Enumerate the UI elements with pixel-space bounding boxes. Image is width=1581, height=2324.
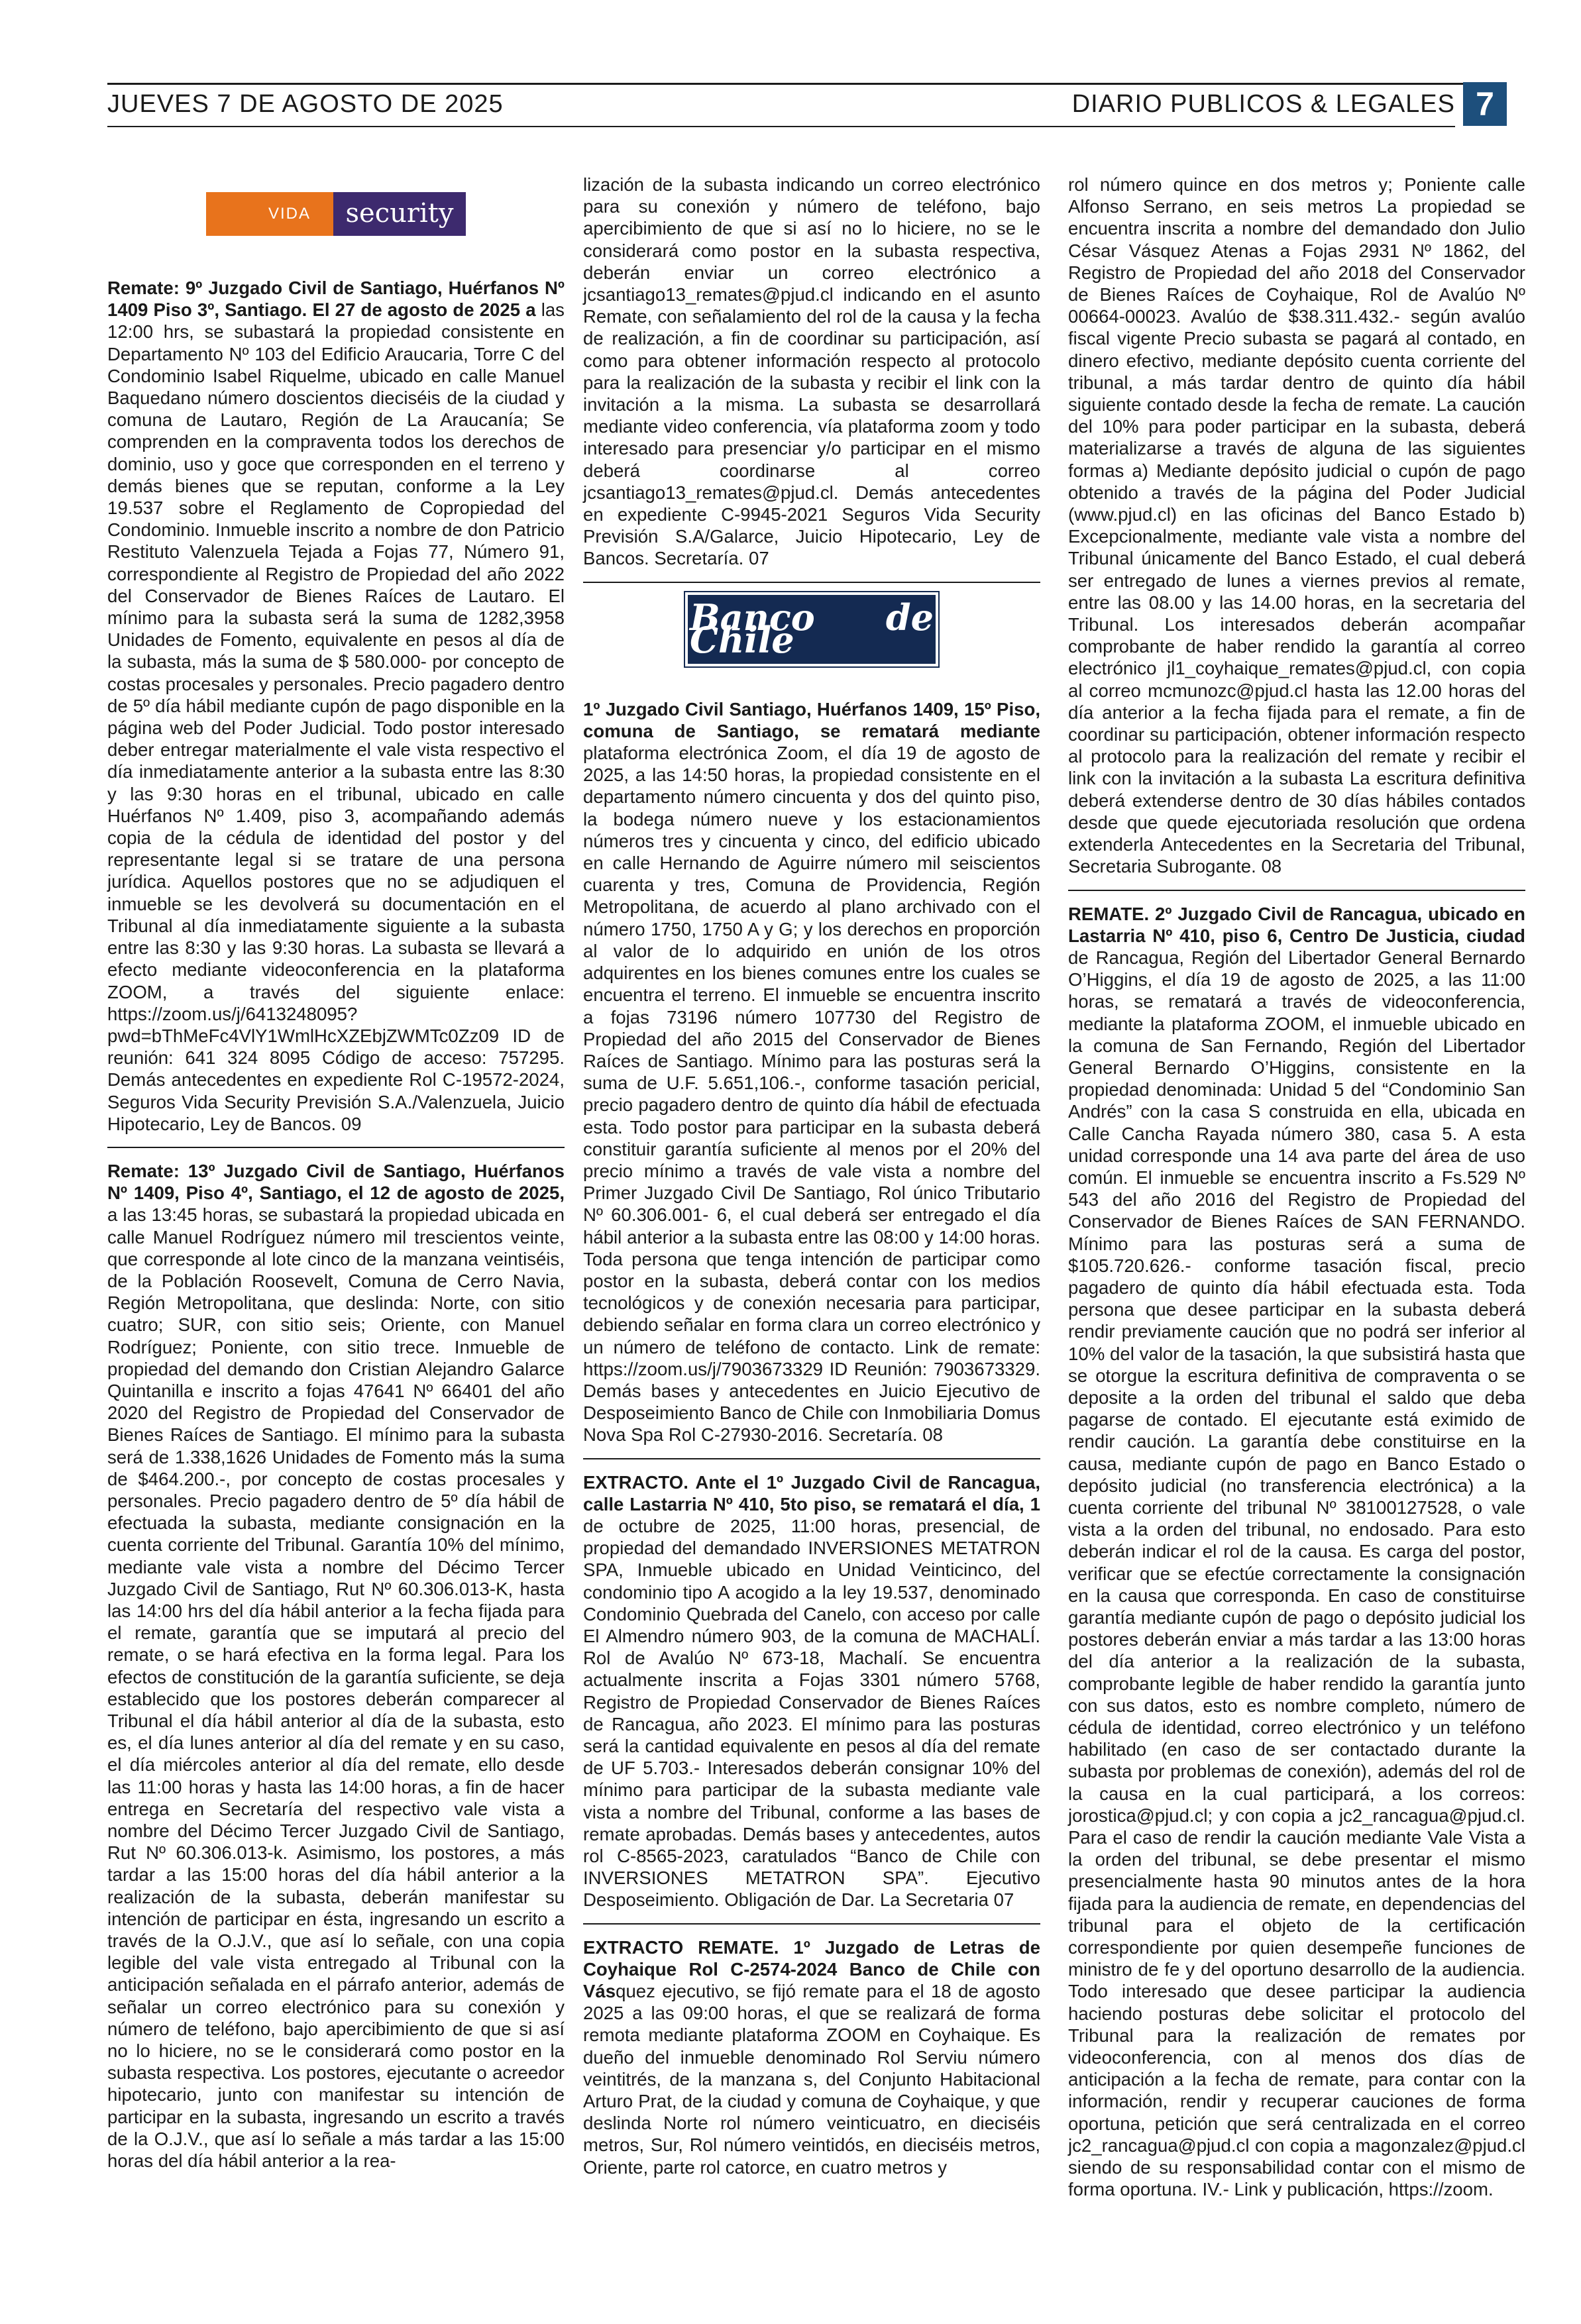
column-1 — [107, 192, 565, 2195]
notice-remate-9-juzgado — [107, 277, 565, 1148]
notice-extracto-coyhaique-continued — [1068, 174, 1525, 891]
column-2 — [583, 174, 1040, 2202]
notice-body: a las 13:45 horas, se subastará la propiedad ubicada en calle Manuel Rodríguez número mil trescientos veinte, que corresponde al lote cinco de la manzana veintiséis, de la Población Roosevelt, Comuna de Cerro Navia, Región Metropolitana, que deslinda: Norte, con sitio cuatro; SUR, con sitio seis; Oriente, con Manuel Rodríguez; Poniente, con sitio trece. Inmueble de propiedad del demando don Cristian Alejandro Galarce Quintanilla e inscrito a fojas 47641 Nº 66401 del año 2020 del Registro de Propiedad del Conservador de Bienes Raíces de Santiago. El mínimo para la subasta será de 1.338,1626 Unidades de Fomento más la suma de $464.200.-, por concepto de costas procesales y personales. Precio pagadero dentro de 5º día hábil de efectuada la subasta, mediante consignación en la cuenta corriente del Tribunal. Garantía 10% del mínimo, mediante vale vista a nombre del Décimo Tercer Juzgado Civil de Santiago, Rut Nº 60.306.013-K, hasta las 14:00 hrs del día hábil anterior a la fecha fijada para el remate, garantía que se imputará al precio del remate, o se hará efectiva en la forma legal. Para los efectos de constitución de la garantía suficiente, se deja establecido que los postores deberán comparecer al Tribunal el día hábil anterior al día de la subasta, esto es, el día lunes anterior al día del remate y en su caso, el día miércoles anterior al día del remate, ello desde las 11:00 horas y hasta las 14:00 horas, a fin de hacer entrega en Secretaría del respectivo vale vista a nombre del Décimo Tercer Juzgado Civil de Santiago, Rut Nº 60.306.013-k. Asimismo, los postores, a más tardar a las 15:00 horas del día hábil anterior a la realización de la subasta, deberán manifestar su intención de participar en ésta, ingresando un escrito a través de la O.J.V., que así lo señale, con una copia legible del vale vista entregado al Tribunal con la anticipación señalada en el párrafo anterior, además de señalar un correo electrónico para su conexión y número de teléfono, bajo apercibimiento de que si así no lo hiciere, no se le considerará como postor en la subasta respectiva. Los postores, ejecutante o acreedor hipotecario, junto con manifestar su intención de participar en la subasta, ingresando un escrito a través de la O.J.V., que así lo señale a más tardar a las 15:00 horas del día hábil anterior a la rea- — [107, 1204, 565, 2172]
notice-body: quez ejecutivo, se fijó remate para el 18 de agosto 2025 a las 09:00 horas, el que se realizará de forma remota mediante plataforma ZOOM en Coyhaique. Es dueño del inmueble denominado Rol Serviu número veintitrés, de la manzana s, del Conjunto Habitacional Arturo Prat, de la ciudad y comuna de Coyhaique, y que deslinda Norte rol número veinticuatro, en dieciséis metros, Sur, Rol número veintidós, en dieciséis metros, Oriente, parte rol catorce, en cuatro metros y — [583, 1981, 1040, 2178]
vida-logo-left: VIDA — [206, 192, 333, 236]
notice-body: de Rancagua, Región del Libertador General Bernardo O’Higgins, el día 19 de agosto de 2025, a las 11:00 horas, se rematará a través de videoconferencia, mediante la plataforma ZOOM, el inmueble ubicado en la comuna de San Fernando, Región del Libertador General Bernardo O’Higgins, consistente en la propiedad denominada: Unidad 5 del “Condominio San Andrés” con la casa S construida en ella, ubicada en Calle Cancha Rayada número 380, casa 5. A esta unidad corresponde una 14 ava parte del área de uso común. El inmueble se encuentra inscrito a Fs.529 Nº 543 del año 2016 del Registro de Propiedad del Conservador de Bienes Raíces de SAN FERNANDO. Mínimo para las posturas será a suma de $105.720.626.- conforme tasación fiscal, precio pagadero de quinto día hábil efectuada esta. Toda persona que desee participar en la subasta deberá rendir previamente caución que no podrá ser inferior al 10% del valor de la tasación, la que subsistirá hasta que se otorgue la escritura definitiva de compraventa o se deposite a la orden del tribunal el saldo que deba pagarse de contado. El ejecutante está eximido de rendir caución. La garantía debe constituirse en la causa, mediante cupón de pago en Banco Estado o depósito judicial (no transferencia electrónica) a la cuenta corriente del tribunal Nº 38100127528, o vale vista a la orden del tribunal, no endosado. Para esto deberán indicar el rol de la causa. Es carga del postor, verificar que se efectúe correctamente la consignación en la causa que corresponda. En caso de constituirse garantía mediante cupón de pago o depósito judicial los postores deberán enviar a más tardar a las 13:00 horas del día anterior a la realización de la subasta, comprobante legible de haber rendido la garantía junto con sus datos, esto es nombre completo, número de cédula de identidad, correo electrónico y un teléfono habilitado (en caso de ser contactado durante la subasta por problemas de conexión), además del rol de la causa en la cual participará, a los correos: jorostica@pjud.cl; y con copia a jc2_rancagua@pjud.cl. Para el caso de rendir la caución mediante Vale Vista a la orden del tribunal, se debe presentar el mismo presencialmente hasta 90 minutos antes de la hora fijada para la audiencia de remate, en dependencias del tribunal para el objeto de la certificación correspondiente por quien desempeñe funciones de ministro de fe y del oportuno desarrollo de la audiencia. Todo interesado que desee participar la audiencia haciendo posturas debe solicitar el protocolo del Tribunal para la realización de remates por videoconferencia, con al menos dos días de anticipación a la fecha de remate, para contar con la información, rendir y recuperar cauciones de forma oportuna, petición que será centralizada en el correo jc2_rancagua@pjud.cl con copia a magonzalez@pjud.cl siendo de su responsabilidad contar con el mismo de forma oportuna. IV.- Link y publicación, https://zoom. — [1068, 947, 1525, 2200]
notice-body: las 12:00 hrs, se subastará la propiedad consistente en Departamento Nº 103 del Edificio Araucaria, Torre C del Condominio Isabel Riquelme, ubicado en calle Manuel Baquedano número doscientos dieciséis de la ciudad y comuna de Lautaro, Región de La Araucanía; Se comprenden en la compraventa todos los derechos de dominio, uso y goce que corresponden en el terreno y demás bienes que se reputan, conforme a la Ley 19.537 sobre el Reglamento de Copropiedad del Condominio. Inmueble inscrito a nombre de don Patricio Restituto Valenzuela Tejada a Fojas 77, Número 91, correspondiente al Registro de Propiedad del año 2022 del Conservador de Bienes Raíces de Lautaro. El mínimo para la subasta será la suma de 1282,3958 Unidades de Fomento, equivalente en pesos al día de la subasta, más la suma de $ 580.000- por concepto de costas procesales y personales. Precio pagadero dentro de 5º día hábil mediante cupón de pago disponible en la página web del Poder Judicial. Todo postor interesado deber entregar materialmente el vale vista respectivo el día inmediatamente anterior a la subasta entre las 8:30 y las 9:30 horas en el tribunal, ubicado en calle Huérfanos Nº 1.409, piso 3, acompañando además copia de la cédula de identidad del postor y del representante legal si se tratare de una persona jurídica. Aquellos postores que no se adjudiquen el inmueble se les devolverá su documentación en el Tribunal al día inmediatamente siguiente a la subasta entre las 8:30 y las 9:30 horas. La subasta se llevará a efecto mediante videoconferencia en la plataforma ZOOM, a través del siguiente enlace: https://zoom.us/j/6413248095?pwd=bThMeFc4VlY1WmlHcXZEbjZWMTc0Zz09 ID de reunión: 641 324 8095 Código de acceso: 757295. Demás antecedentes en expediente Rol C-19572-2024, Seguros Vida Security Previsión S.A./Valenzuela, Juicio Hipotecario, Ley de Bancos. 09 — [107, 299, 565, 1134]
notice-1-juzgado-civil-santiago — [583, 698, 1040, 1459]
notice-body: plataforma electrónica Zoom, el día 19 de agosto de 2025, a las 14:50 horas, la propiedad consistente en el departamento número cincuenta y dos del quinto piso, la bodega número nueve y los estacionamientos números tres y cincuenta y cinco, del edificio ubicado en calle Hernando de Aguirre número mil seiscientos cuarenta y tres, Comuna de Providencia, Región Metropolitana, de acuerdo al plano archivado con el número 1750, 1750 A y G; y los derechos en proporción al valor de lo adquirido en unión de los otros adquirentes en los bienes comunes entre los cuales se encuentra el terreno. El inmueble se encuentra inscrito a fojas 73196 número 107730 del Registro de Propiedad del año 2015 del Conservador de Bienes Raíces de Santiago. Mínimo para las posturas será la suma de U.F. 5.651,106.-, conforme tasación pericial, precio pagadero dentro de quinto día hábil de efectuada esta. Todo postor para participar en la subasta deberá constituir garantía suficiente al menos por el 20% del precio mínimo a través de vale vista a nombre del Primer Juzgado Civil De Santiago, Rol único Tributario Nº 60.306.001- 6, el cual deberá ser entregado el día hábil anterior a la subasta entre las 08:00 y 14:00 horas. Toda persona que tenga intención de participar como postor en la subasta, deberá contar con los medios tecnológicos y de conexión necesaria para participar, debiendo señalar en forma clara un correo electrónico y un número de teléfono de contacto. Link de remate: https://zoom.us/j/7903673329 ID Reunión: 7903673329. Demás bases y antecedentes en Juicio Ejecutivo de Desposeimiento Banco de Chile con Inmobiliaria Domus Nova Spa Rol C-27930-2016. Secretaría. 08 — [583, 743, 1040, 1446]
page-header — [107, 83, 1507, 127]
header-rule — [107, 126, 1455, 127]
notice-body: rol número quince en dos metros y; Poniente calle Alfonso Serrano, en seis metros La propiedad se encuentra inscrita a nombre del demandado don Julio César Vásquez Atenas a Fojas 2931 Nº 1862, del Registro de Propiedad del año 2018 del Conservador de Bienes Raíces de Coyhaique, Rol de Avalúo Nº 00664-00023. Avalúo de $38.311.432.- según avalúo fiscal vigente Precio subasta se pagará al contado, en dinero efectivo, mediante depósito cuenta corriente del tribunal, a más tardar dentro de quinto día hábil siguiente contado desde la fecha de remate. La caución del 10% para poder participar en la subasta, deberá materializarse a través de alguna de las siguientes formas a) Mediante depósito judicial o cupón de pago obtenido a través de la página del Poder Judicial (www.pjud.cl) en las oficinas del Banco Estado b) Excepcionalmente, mediante vale vista a nombre del Tribunal únicamente del Banco Estado, el cual deberá ser entregado de lunes a viernes previos al remate, entre las 08.00 y las 14.00 horas, en la secretaria del Tribunal. Los interesados deberán acompañar comprobante de haber rendido la garantía al correo electrónico jl1_coyhaique_remates@pjud.cl, con copia al correo mcmunozc@pjud.cl hasta las 12.00 horas del día anterior a la fecha fijada para el remate, a fin de coordinar su participación, obtener información respecto al protocolo para la realización del remate y recibir el link con la invitación a la subasta La escritura definitiva deberá extenderse dentro de 30 días hábiles contados desde que quede ejecutoriada resolución que ordena extenderla Antecedentes en la Secretaria del Tribunal, Secretaria Subrogante. 08 — [1068, 174, 1525, 877]
notice-remate-13-juzgado-continued — [583, 174, 1040, 583]
notice-lead: REMATE. 2º Juzgado Civil de Rancagua, ubicado en Lastarria Nº 410, piso 6, Centro De Justicia, ciudad — [1068, 903, 1525, 946]
issue-date: JUEVES 7 DE AGOSTO DE 2025 — [107, 90, 504, 118]
notice-body: lización de la subasta indicando un correo electrónico para su conexión y número de teléfono, bajo apercibimiento de que si así no lo hiciere, no se le considerará como postor en la subasta respectiva, deberán enviar un correo electrónico a jcsantiago13_remates@pjud.cl indicando en el asunto Remate, con señalamiento del rol de la causa y la fecha de realización, a fin de coordinar su participación, así como para obtener información respecto al protocolo para la realización de la subasta y recibir el link con la invitación a la misma. La subasta se desarrollará mediante video conferencia, vía plataforma zoom y todo interesado para presenciar y/o participar en el mismo deberá coordinarse al correo jcsantiago13_remates@pjud.cl. Demás antecedentes en expediente C-9945-2021 Seguros Vida Security Previsión S.A/Galarce, Juicio Hipotecario, Ley de Bancos. Secretaría. 07 — [583, 174, 1040, 569]
notice-body: de octubre de 2025, 11:00 horas, presencial, de propiedad del demandado INVERSIONES METATRON SPA, Inmueble ubicado en Unidad Veinticinco, del condominio tipo A acogido a la ley 19.537, denominado Condominio Quebrada del Canelo, con acceso por calle El Almendro número 903, de la comuna de MACHALÍ. Rol de Avalúo Nº 673-18, Machalí. Se encuentra actualmente inscrita a Fojas 3301 número 5768, Registro de Propiedad Conservador de Bienes Raíces de Rancagua, año 2023. El mínimo para las posturas será la cantidad equivalente en pesos al día del remate de UF 5.703.- Interesados deberán consignar 10% del mínimo para participar de la subasta mediante vale vista a nombre del Tribunal, conforme a las bases de remate aprobadas. Demás bases y antecedentes, autos rol C-8565-2023, caratulados “Banco de Chile con INVERSIONES METATRON SPA”. Ejecutivo Desposeimiento. Obligación de Dar. La Secretaria 07 — [583, 1515, 1040, 1911]
notice-lead: EXTRACTO REMATE. 1º Juzgado de Letras de Coyhaique Rol C-2574-2024 Banco de Chile con Vás — [583, 1936, 1040, 2002]
notice-extracto-coyhaique — [583, 1936, 1040, 2190]
vida-logo-right: security — [333, 192, 466, 236]
notice-lead: 1º Juzgado Civil Santiago, Huérfanos 1409, 15º Piso, comuna de Santiago, se rematará mediante — [583, 698, 1040, 741]
notice-lead: EXTRACTO. Ante el 1º Juzgado Civil de Rancagua, calle Lastarria Nº 410, 5to piso, se rematará el día, 1 — [583, 1471, 1040, 1514]
vida-security-logo — [206, 192, 466, 236]
notice-remate-13-juzgado — [107, 1160, 565, 2184]
publication-title: DIARIO PUBLICOS & LEGALES — [1071, 90, 1455, 118]
notice-lead: Remate: 9º Juzgado Civil de Santiago, Huérfanos Nº 1409 Piso 3º, Santiago. El 27 de agosto de 2025 a — [107, 278, 565, 321]
banco-de-chile-logo: Banco de Chile — [688, 595, 936, 664]
column-3 — [1068, 174, 1525, 2224]
notice-remate-2-juzgado-rancagua — [1068, 903, 1525, 2213]
notice-lead: Remate: 13º Juzgado Civil de Santiago, Huérfanos Nº 1409, Piso 4º, Santiago, el 12 de agosto de 2025, — [107, 1160, 565, 1204]
notice-extracto-rancagua — [583, 1471, 1040, 1925]
page-number-badge: 7 — [1463, 82, 1507, 126]
